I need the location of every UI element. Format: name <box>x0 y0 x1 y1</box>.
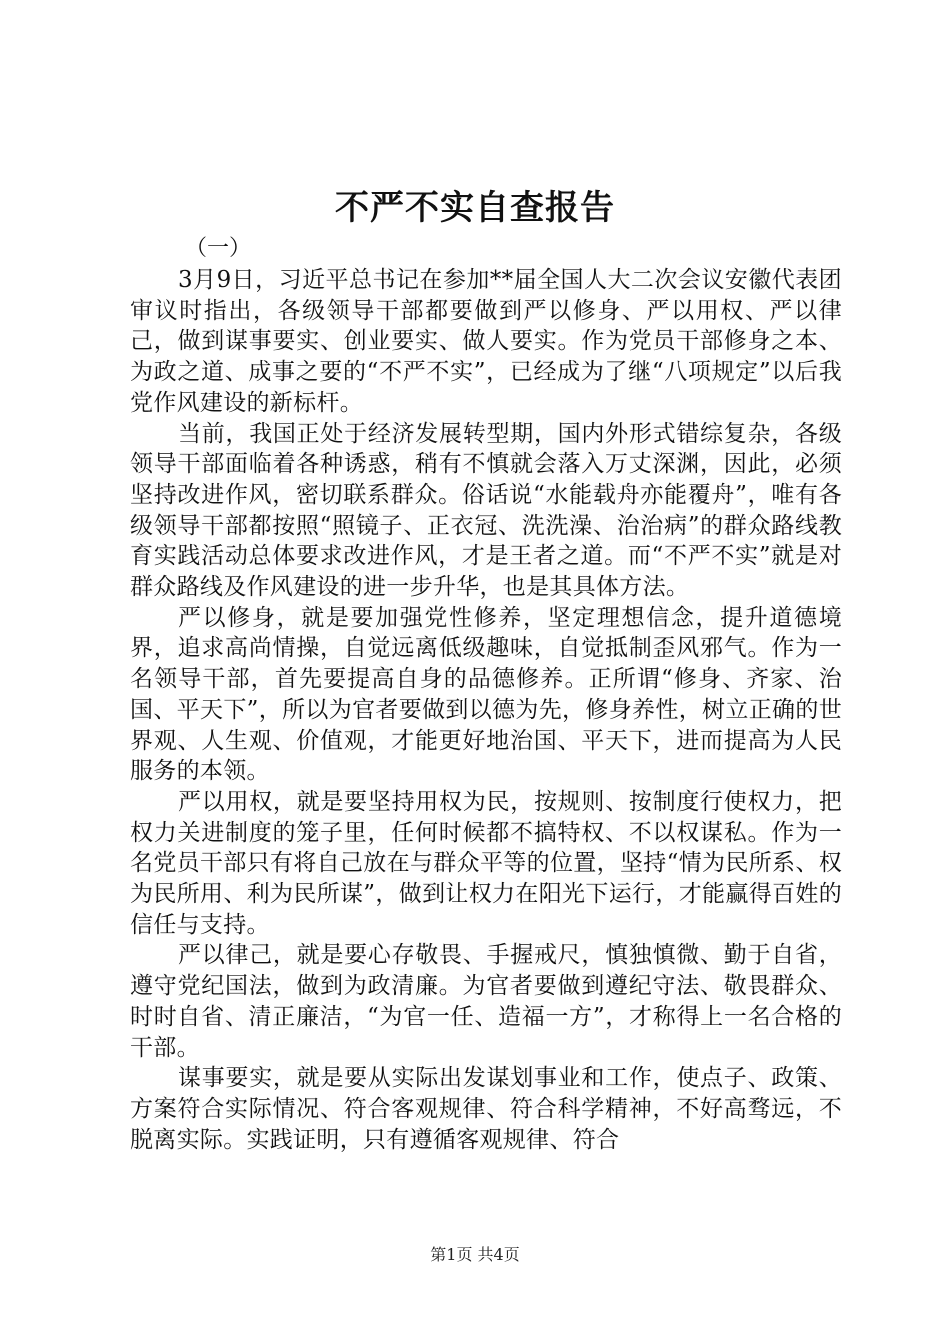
paragraph: 3月9日，习近平总书记在参加**届全国人大二次会议安徽代表团审议时指出，各级领导干部都要做到严以修身、严以用权、严以律己，做到谋事要实、创业要实、做人要实。作为党员干部修身之本、为政之道、成事之要的“不严不实”，已经成为了继“八项规定”以后我党作风建设的新标杆。 <box>130 267 842 416</box>
paragraph: 严以修身，就是要加强党性修养，坚定理想信念，提升道德境界，追求高尚情操，自觉远离低级趣味，自觉抵制歪风邪气。作为一名领导干部，首先要提高自身的品德修养。正所谓“修身、齐家、治国、平天下”，所以为官者要做到以德为先，修身养性，树立正确的世界观、人生观、价值观，才能更好地治国、平天下，进而提高为人民服务的本领。 <box>130 604 842 785</box>
paragraph: 谋事要实，就是要从实际出发谋划事业和工作，使点子、政策、方案符合实际情况、符合客观规律、符合科学精神，不好高骛远，不脱离实际。实践证明，只有遵循客观规律、符合 <box>130 1065 842 1153</box>
paragraph: 当前，我国正处于经济发展转型期，国内外形式错综复杂，各级领导干部面临着各种诱惑，稍有不慎就会落入万丈深渊，因此，必须坚持改进作风，密切联系群众。俗话说“水能载舟亦能覆舟”，唯有各级领导干部都按照“照镜子、正衣冠、洗洗澡、治治病”的群众路线教育实践活动总体要求改进作风，才是王者之道。而“不严不实”就是对群众路线及作风建设的进一步升华，也是其具体方法。 <box>130 420 842 601</box>
document-title: 不严不实自查报告 <box>335 188 615 228</box>
paragraph: 严以律己，就是要心存敬畏、手握戒尺，慎独慎微、勤于自省，遵守党纪国法，做到为政清廉。为官者要做到遵纪守法、敬畏群众、时时自省、清正廉洁，“为官一任、造福一方”，才称得上一名合格的干部。 <box>130 942 842 1061</box>
paragraph: 严以用权，就是要坚持用权为民，按规则、按制度行使权力，把权力关进制度的笼子里，任何时候都不搞特权、不以权谋私。作为一名党员干部只有将自己放在与群众平等的位置，坚持“情为民所系、权为民所用、利为民所谋”，做到让权力在阳光下运行，才能赢得百姓的信任与支持。 <box>130 788 842 938</box>
page-footer: 第1页 共4页 <box>430 1245 520 1264</box>
section-number: （一） <box>185 236 252 261</box>
document-body <box>130 265 842 1155</box>
